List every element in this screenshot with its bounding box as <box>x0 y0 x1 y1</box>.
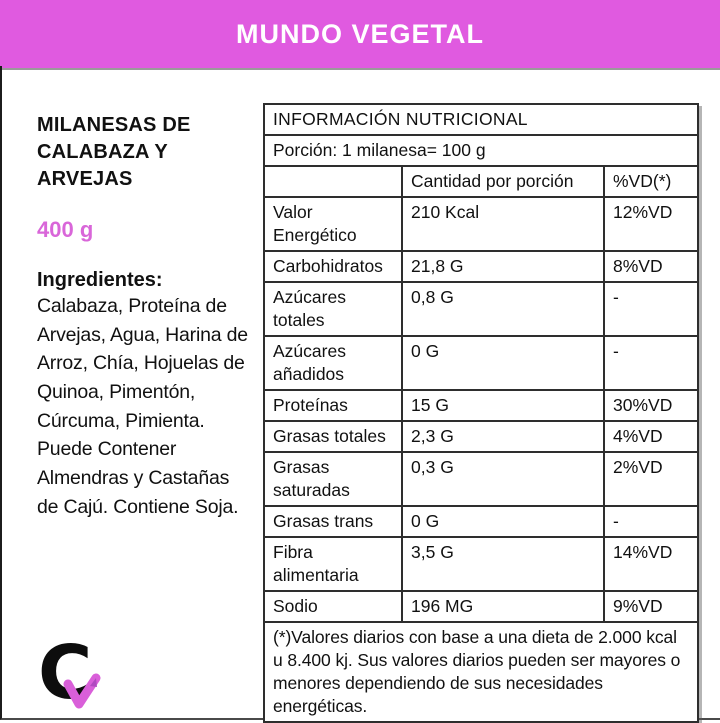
portion-text: Porción: 1 milanesa= 100 g <box>264 135 698 166</box>
nutrient-name: Azúcares añadidos <box>264 336 402 390</box>
nutrient-vd: 4%VD <box>604 421 698 452</box>
nutrient-name: Fibra alimentaria <box>264 537 402 591</box>
brand-logo <box>38 630 108 716</box>
product-weight: 400 g <box>37 217 94 242</box>
table-row-grasas-totales <box>264 421 698 452</box>
nutrient-amount: 15 G <box>402 390 604 421</box>
column-header-vd: %VD(*) <box>604 166 698 197</box>
table-row-proteinas <box>264 390 698 421</box>
product-title: MILANESAS DE CALABAZA Y ARVEJAS <box>37 114 191 190</box>
portion-row <box>264 135 698 166</box>
nutrient-amount: 0 G <box>402 336 604 390</box>
product-info-panel <box>37 112 249 521</box>
table-row-fibra-alimentaria <box>264 537 698 591</box>
nutrient-vd: 14%VD <box>604 537 698 591</box>
table-title-row <box>264 104 698 135</box>
ingredients-label: Ingredientes: <box>37 269 163 291</box>
footnote-row <box>264 622 698 722</box>
nutrient-amount: 3,5 G <box>402 537 604 591</box>
nutrition-title: INFORMACIÓN NUTRICIONAL <box>264 104 698 135</box>
nutrient-amount: 210 Kcal <box>402 197 604 251</box>
nutrient-amount: 0,8 G <box>402 282 604 336</box>
logo-letter: C <box>38 630 93 716</box>
nutrient-amount: 0 G <box>402 506 604 537</box>
table-row-azucares-totales <box>264 282 698 336</box>
nutrient-vd: 8%VD <box>604 251 698 282</box>
table-row-grasas-saturadas <box>264 452 698 506</box>
nutrient-name: Sodio <box>264 591 402 622</box>
nutrient-name: Grasas trans <box>264 506 402 537</box>
daily-values-footnote: (*)Valores diarios con base a una dieta de 2.000 kcal u 8.400 kj. Sus valores diarios pueden ser mayores o menores dependiendo de sus necesidades energéticas. <box>264 622 698 722</box>
nutrient-vd: 2%VD <box>604 452 698 506</box>
nutrient-name: Grasas saturadas <box>264 452 402 506</box>
nutrient-vd: - <box>604 282 698 336</box>
nutrient-vd: 12%VD <box>604 197 698 251</box>
ingredients-text: Calabaza, Proteína de Arvejas, Agua, Harina de Arroz, Chía, Hojuelas de Quinoa, Pimentón, Cúrcuma, Pimienta. Puede Contener Almendras y Castañas de Cajú. Contiene Soja. <box>37 295 248 518</box>
nutrient-vd: 30%VD <box>604 390 698 421</box>
table-row-grasas-trans <box>264 506 698 537</box>
column-header-empty <box>264 166 402 197</box>
brand-checkmark-icon <box>62 672 102 710</box>
nutrient-amount: 2,3 G <box>402 421 604 452</box>
nutrient-vd: - <box>604 506 698 537</box>
column-header-amount: Cantidad por porción <box>402 166 604 197</box>
nutrient-name: Grasas totales <box>264 421 402 452</box>
nutrient-name: Carbohidratos <box>264 251 402 282</box>
table-row-carbohidratos <box>264 251 698 282</box>
nutrition-table <box>263 103 699 723</box>
table-row-sodio <box>264 591 698 622</box>
nutrient-name: Valor Energético <box>264 197 402 251</box>
table-row-azucares-anadidos <box>264 336 698 390</box>
nutrient-name: Azúcares totales <box>264 282 402 336</box>
column-header-row <box>264 166 698 197</box>
nutrient-vd: - <box>604 336 698 390</box>
table-row-valor-energetico <box>264 197 698 251</box>
nutrient-amount: 0,3 G <box>402 452 604 506</box>
header-bar <box>0 0 720 68</box>
nutrient-amount: 21,8 G <box>402 251 604 282</box>
nutrient-vd: 9%VD <box>604 591 698 622</box>
brand-title: MUNDO VEGETAL <box>236 18 484 49</box>
nutrient-amount: 196 MG <box>402 591 604 622</box>
nutrient-name: Proteínas <box>264 390 402 421</box>
